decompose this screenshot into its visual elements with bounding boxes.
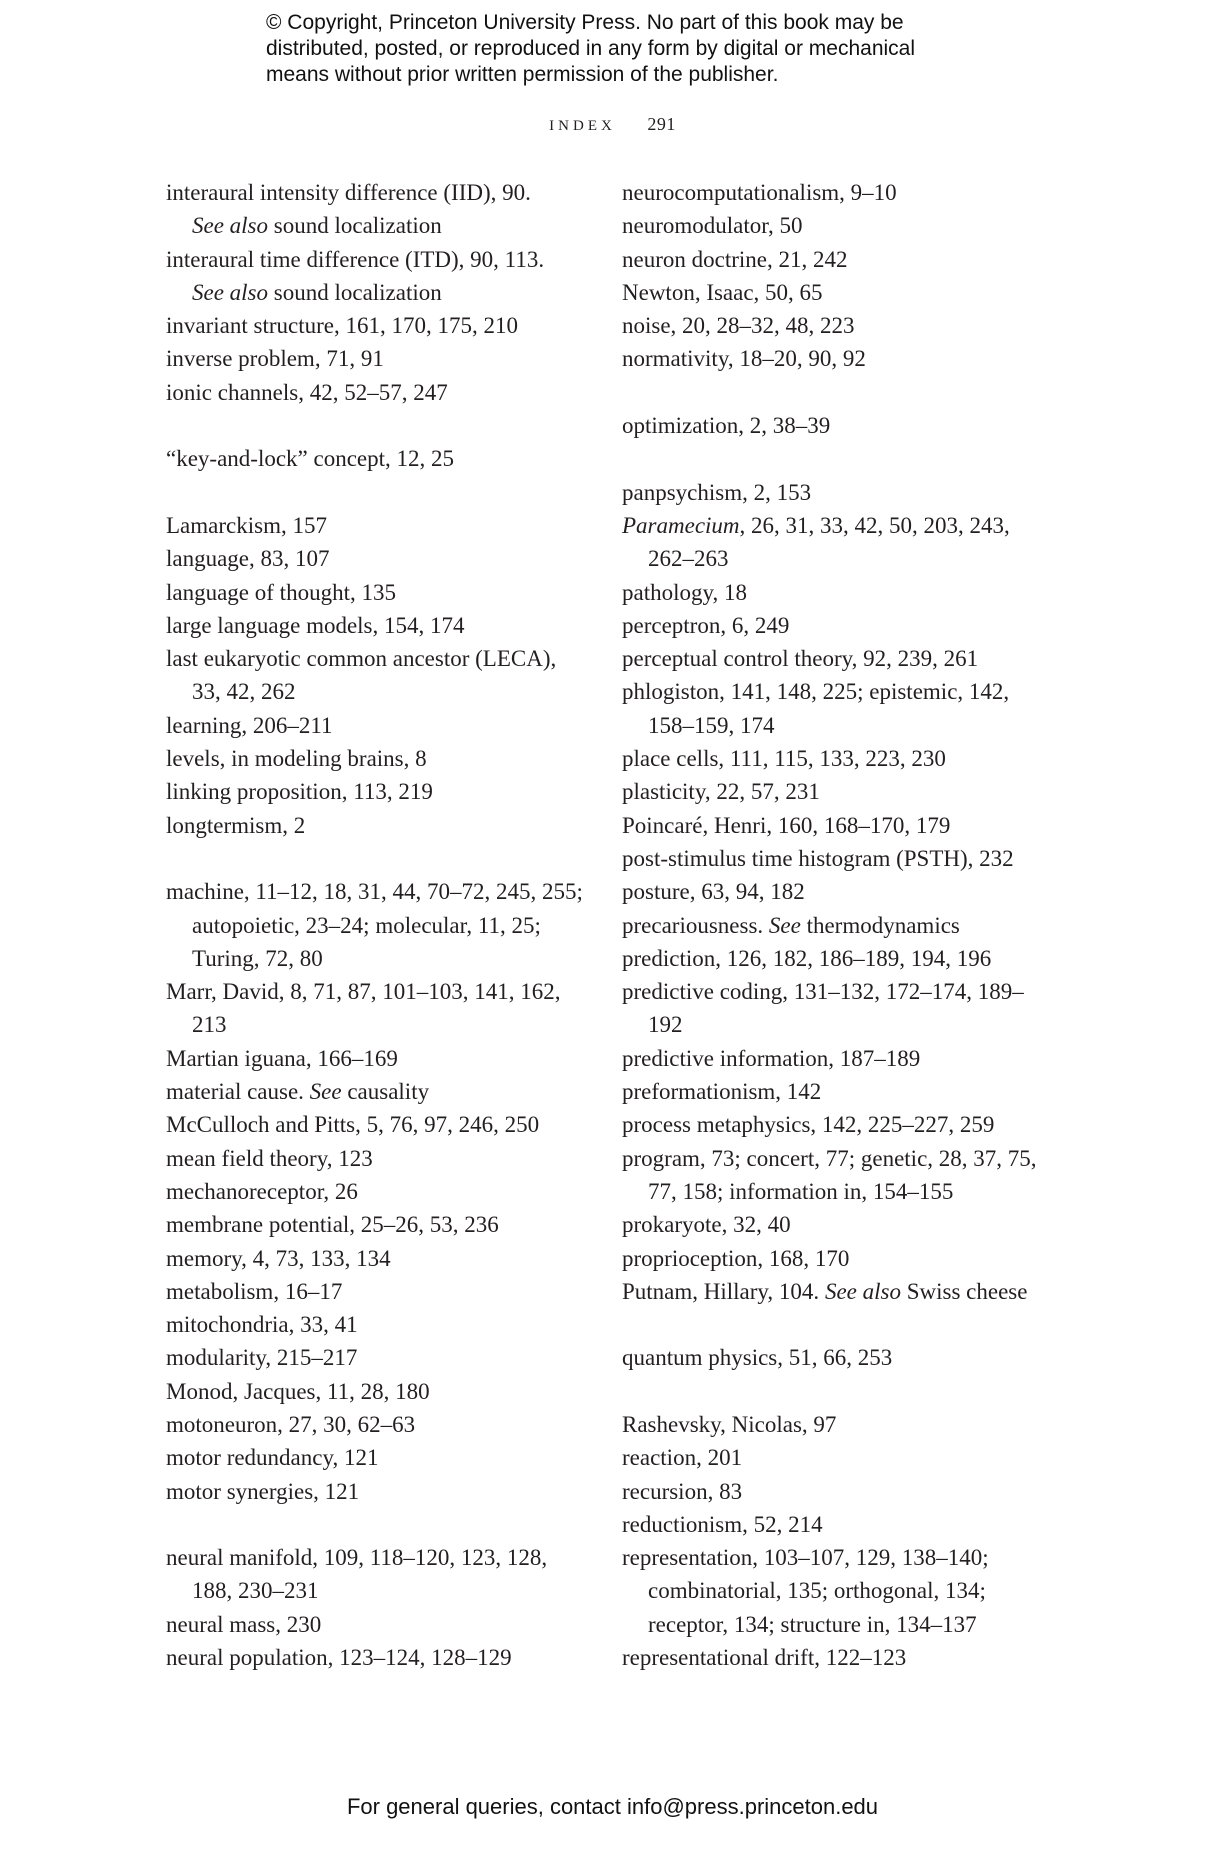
index-entry: representation, 103–107, 129, 138–140; combinatorial, 135; orthogonal, 134; receptor, 134; structure in, 134–137 [622, 1545, 989, 1637]
index-entry [166, 1075, 586, 1108]
section-gap [622, 1308, 1052, 1341]
index-entry: panpsychism, 2, 153 [622, 479, 812, 505]
index-entry: invariant structure, 161, 170, 175, 210 [166, 313, 518, 339]
index-entry: predictive coding, 131–132, 172–174, 189–192 [622, 979, 1024, 1038]
index-entry: ionic channels, 42, 52–57, 247 [166, 379, 448, 405]
index-entry: process metaphysics, 142, 225–227, 259 [622, 1112, 995, 1138]
index-entry: normativity, 18–20, 90, 92 [622, 346, 866, 372]
entry-text: Swiss cheese [900, 1278, 1028, 1304]
index-entry: predictive information, 187–189 [622, 1045, 921, 1071]
index-entry: prokaryote, 32, 40 [622, 1212, 791, 1238]
index-entry: perceptual control theory, 92, 239, 261 [622, 646, 979, 672]
section-gap [166, 1508, 586, 1541]
index-entry: inverse problem, 71, 91 [166, 346, 384, 372]
index-entry: proprioception, 168, 170 [622, 1245, 850, 1271]
section-gap [166, 842, 586, 875]
index-entry: mechanoreceptor, 26 [166, 1178, 358, 1204]
index-entry: metabolism, 16–17 [166, 1278, 343, 1304]
page-number: 291 [647, 114, 676, 134]
index-entry: Lamarckism, 157 [166, 512, 327, 538]
index-entry: reductionism, 52, 214 [622, 1511, 823, 1537]
entry-text: material cause. [166, 1079, 310, 1105]
index-entry: prediction, 126, 182, 186–189, 194, 196 [622, 945, 992, 971]
index-entry: noise, 20, 28–32, 48, 223 [622, 313, 855, 339]
index-entry: machine, 11–12, 18, 31, 44, 70–72, 245, 255; autopoietic, 23–24; molecular, 11, 25; Turing, 72, 80 [166, 879, 583, 971]
index-entry [166, 243, 586, 310]
index-entry: large language models, 154, 174 [166, 612, 465, 638]
running-head [0, 114, 1225, 135]
index-entry: last eukaryotic common ancestor (LECA), 33, 42, 262 [166, 646, 557, 705]
cross-reference-label: See also [192, 213, 269, 239]
index-entry: Martian iguana, 166–169 [166, 1045, 398, 1071]
entry-text: sound localization [268, 279, 442, 305]
index-entry: pathology, 18 [622, 579, 747, 605]
index-entry: Poincaré, Henri, 160, 168–170, 179 [622, 812, 951, 838]
index-entry: motor redundancy, 121 [166, 1445, 379, 1471]
index-entry: post-stimulus time histogram (PSTH), 232 [622, 845, 1014, 871]
index-entry: motor synergies, 121 [166, 1478, 360, 1504]
index-column-left [166, 176, 586, 1674]
index-entry: representational drift, 122–123 [622, 1645, 907, 1671]
index-entry: levels, in modeling brains, 8 [166, 746, 427, 772]
index-column-right [622, 176, 1052, 1674]
section-gap [622, 442, 1052, 475]
entry-text: precariousness. [622, 912, 769, 938]
section-gap [166, 476, 586, 509]
index-entry: quantum physics, 51, 66, 253 [622, 1345, 893, 1371]
index-entry: mitochondria, 33, 41 [166, 1312, 358, 1338]
index-entry: neuromodulator, 50 [622, 213, 803, 239]
copyright-line: distributed, posted, or reproduced in any form by digital or mechanical [266, 37, 916, 60]
entry-term-italic: Paramecium [622, 512, 740, 538]
copyright-line: © Copyright, Princeton University Press. No part of this book may be [266, 11, 904, 34]
index-entry [166, 176, 586, 243]
entry-text: interaural intensity difference (IID), 90. [166, 180, 531, 205]
index-entry: longtermism, 2 [166, 812, 306, 838]
index-entry: Marr, David, 8, 71, 87, 101–103, 141, 162, 213 [166, 979, 561, 1038]
cross-reference-label: See [309, 1079, 342, 1105]
index-entry: memory, 4, 73, 133, 134 [166, 1245, 391, 1271]
index-entry: membrane potential, 25–26, 53, 236 [166, 1212, 499, 1238]
index-entry: phlogiston, 141, 148, 225; epistemic, 142, 158–159, 174 [622, 679, 1010, 738]
index-entry: “key-and-lock” concept, 12, 25 [166, 446, 455, 472]
running-head-label: INDEX [549, 118, 616, 134]
index-entry: Monod, Jacques, 11, 28, 180 [166, 1378, 430, 1404]
index-entry: language of thought, 135 [166, 579, 396, 605]
index-entry: perceptron, 6, 249 [622, 612, 790, 638]
footer-contact: For general queries, contact info@press.princeton.edu [346, 1794, 879, 1819]
cross-reference-label: See also [192, 279, 269, 305]
entry-text: causality [341, 1079, 430, 1105]
index-entry [622, 1275, 1052, 1308]
index-entry: place cells, 111, 115, 133, 223, 230 [622, 746, 946, 772]
index-entry: McCulloch and Pitts, 5, 76, 97, 246, 250 [166, 1112, 540, 1138]
index-entry: neural mass, 230 [166, 1611, 322, 1637]
section-gap [166, 409, 586, 442]
index-entry: linking proposition, 113, 219 [166, 779, 433, 805]
index-entry: language, 83, 107 [166, 546, 330, 572]
index-entry: neurocomputationalism, 9–10 [622, 180, 897, 205]
entry-text: thermodynamics [800, 912, 960, 938]
section-gap [622, 1375, 1052, 1408]
index-entry: mean field theory, 123 [166, 1145, 373, 1171]
index-entry: Rashevsky, Nicolas, 97 [622, 1411, 837, 1437]
index-entry: program, 73; concert, 77; genetic, 28, 37, 75, 77, 158; information in, 154–155 [622, 1145, 1037, 1204]
entry-text: , 26, 31, 33, 42, 50, 203, 243, 262–263 [648, 512, 1010, 572]
copyright-notice [266, 10, 1026, 88]
cross-reference-label: See also [824, 1278, 901, 1304]
index-entry: neural population, 123–124, 128–129 [166, 1645, 512, 1671]
index-entry: optimization, 2, 38–39 [622, 413, 831, 439]
index-entry: reaction, 201 [622, 1445, 743, 1471]
index-entry: Newton, Isaac, 50, 65 [622, 279, 823, 305]
entry-text: Putnam, Hillary, 104. [622, 1278, 825, 1304]
index-entry: modularity, 215–217 [166, 1345, 358, 1371]
index-entry: preformationism, 142 [622, 1079, 822, 1105]
index-entry [622, 509, 1052, 576]
index-entry: posture, 63, 94, 182 [622, 879, 805, 905]
index-entry: motoneuron, 27, 30, 62–63 [166, 1411, 416, 1437]
index-entry: plasticity, 22, 57, 231 [622, 779, 820, 805]
copyright-line: means without prior written permission of the publisher. [266, 63, 779, 86]
section-gap [622, 376, 1052, 409]
index-entry: recursion, 83 [622, 1478, 743, 1504]
index-entry: neural manifold, 109, 118–120, 123, 128, 188, 230–231 [166, 1545, 548, 1604]
entry-text: sound localization [268, 213, 442, 239]
entry-text: interaural time difference (ITD), 90, 113. [166, 246, 545, 272]
cross-reference-label: See [768, 912, 801, 938]
index-entry: learning, 206–211 [166, 712, 333, 738]
index-entry [622, 909, 1052, 942]
index-entry: neuron doctrine, 21, 242 [622, 246, 848, 272]
